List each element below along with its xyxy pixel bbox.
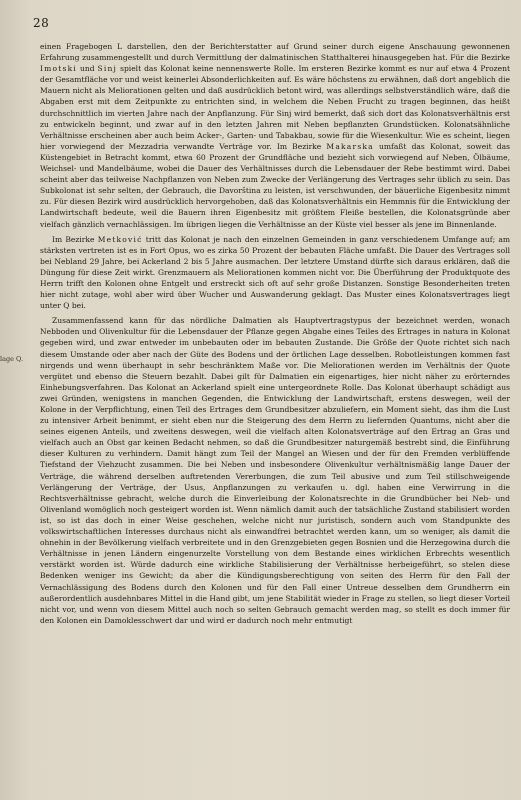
district-name-imotski: Imotski <box>40 64 77 74</box>
district-name-sinj: Sinj <box>97 64 118 74</box>
paragraph-1-text-tail: umfaßt das Kolonat, soweit das Küstengebiet in Betracht kommt, etwa 60 Prozent der Grundfläche und bezieht sich vorwiegend auf Neben, Ölbäume, Weichsel- und Mandelbäume, wobei die Dauer des Verhältnisses durch die Lebensdauer der Rebe bestimmt wird. Dabei scheint aber das teilweise Nachpflanzen von Neben zum Zwecke der Verlängerung des Vertrages sehr üblich zu sein. Das Subkolonat ist sehr selten, der Gebrauch, die Davorština zu leisten, ist verschwunden, der bäuerliche Eigenbesitz nimmt zu. Für diesen Bezirk wird ausdrücklich hervorgehoben, daß das Kolonatsverhältnis ein Hemmnis für die Entwicklung der Landwirtschaft bedeute, weil die Bauern ihren Eigenbesitz mit größtem Fleiße bestellen, die Kolonatsgründe aber vielfach gänzlich vernachlässigen. Im übrigen liegen die Verhältnisse an der Küste viel besser als jene im Binnenlande. <box>40 141 510 229</box>
paragraph-1-text: einen Fragebogen L darstellen, den der Berichterstatter auf Grund seiner durch eigene Anschauung gewonnenen Erfahrung zusammengestellt und durch Vermittlung der dalmatinischen Statthalterei hinausgegeben hat. Für die Bezirke <box>40 42 510 63</box>
page-number: 28 <box>33 16 50 30</box>
body-text <box>40 41 510 626</box>
paragraph-2 <box>40 234 510 312</box>
margin-note: lage Q. <box>0 355 24 363</box>
paragraph-1-conjunction: und <box>79 64 95 74</box>
paragraph-3: Zusammenfassend kann für das nördliche Dalmatien als Hauptvertragstypus der bezeichnet werden, wonach Nebboden und Olivenkultur für die Lebensdauer der Pflanze gegen Abgabe eines Teiles des Ertrages in natura in Kolonat gegeben wird, und zwar entweder im unbebauten oder im bebauten Zustande. Die Größe der Quote richtet sich nach diesem Umstande oder aber nach der Güte des Bodens und der örtlichen Lage desselben. Robotleistungen kommen fast nirgends und wenn überhaupt in sehr beschränktem Maße vor. Die Meliorationen werden im Verhältnis der Quote vergütet und ebenso die Steuern bezahlt. Dabei gilt für Dalmatien ein eigenartiges, hier nicht näher zu erörterndes Einhebungsverfahren. Das Kolonat an Ackerland spielt eine untergeordnete Rolle. Das Kolonat überhaupt schädigt aus zwei Gründen, wenigstens in manchen Gegenden, die Entwicklung der Landwirtschaft, erstens deswegen, weil der Kolone in der Verpflichtung, einen Teil des Ertrages dem Grundbesitzer abzuliefern, ein Moment sieht, das ihm die Lust zu intensiver Arbeit benimmt, er sieht eben nur die Steigerung des dem Herrn zu liefernden Quantums, nicht aber die seines eigenen Anteils, und zweitens deswegen, weil die vielfach alten Kolonatsverträge auf den Ertrag an Gras und vielfach auch an Obst gar keinen Bedacht nehmen, so daß die Grundbesitzer naturgemäß bestrebt sind, die Einführung dieser Kulturen zu verhindern. Damit hängt zum Teil der Mangel an Wiesen und der für den Fremden verblüffende Tiefstand der Viehzucht zusammen. Die bei Neben und insbesondere Olivenkultur verhältnismäßig lange Dauer der Verträge, die während derselben auftretenden Vererbungen, die zum Teil abusive und zum Teil stillschweigende Verlängerung der Verträge, der Usus, Anpflanzungen zu verkaufen u. dgl. haben eine Verwirrung in die Rechtsverhältnisse gebracht, welche durch die Einverleibung der Kolonatsrechte in die Grundbücher bei Neb- und Olivenland womöglich noch gesteigert worden ist. Wenn nämlich damit auch der tatsächliche Zustand stabilisiert worden ist, so ist das doch in einer Weise geschehen, welche nicht nur juristisch, sondern auch vom Standpunkte des volkswirtschaftlichen Interesses durchaus nicht als einwandfrei betrachtet werden kann, um so weniger, als damit die ohnehin in der Bevölkerung vielfach verbreitete und in den Grenzgebieten gegen Bosnien und die Herzegowina durch die Verhältnisse in jenen Ländern eingenurzelte Vorstellung von dem Bestande eines wirklichen Erbrechts wesentlich verstärkt worden ist. Würde dadurch eine wirkliche Stabilisierung der Verhältnisse herbeigeführt, so stelen diese Bedenken weniger ins Gewicht; da aber die Kündigungsberechtigung von seiten des Herrn für den Fall der Vernachlässigung des Bodens durch den Kolonen und für den Fall einer Untreue desselben dem Grundherrn ein außerordentlich ausdehnbares Mittel in die Hand gibt, um jene Stabilität wieder in Frage zu stellen, so liegt dieser Vorteil nicht vor, und wenn von diesem Mittel auch noch so selten Gebrauch gemacht werden mag, so stellt es doch immer für den Kolonen ein Damoklesschwert dar und wird er dadurch noch mehr entmutigt <box>40 316 510 625</box>
paragraph-2-text: tritt das Kolonat je nach den einzelnen Gemeinden in ganz verschiedenem Umfange auf; am stärksten vertreten ist es in Fort Opus, wo es zirka 50 Prozent der bebauten Fläche umfaßt. Die Dauer des Vertrages soll bei Nebland 29 Jahre, bei Ackerland 2 bis 5 Jahre ausmachen. Der letztere Umstand dürfte sich daraus erklären, daß die Düngung für diese Zeit wirkt. Grenzmauern als Meliorationen kommen nicht vor. Die Überführung der Produktquote des Herrn trifft den Kolonen ohne Entgelt und erstreckt sich oft auf sehr große Distanzen. Sonstige Besonderheiten treten hier nicht zutage, wohl aber wird über Wucher und Auswanderung geklagt. Das Muster eines Kolonatsvertrages liegt unter Q bei. <box>40 234 511 311</box>
paragraph-1 <box>40 41 510 230</box>
district-name-metkovic: Metković <box>97 234 143 244</box>
paragraph-1-text-cont: spielt das Kolonat keine nennenswerte Rolle. Im ersteren Bezirke kommt es nur auf etwa 4 Prozent der Gesamtfläche vor und weist keinerlei Absonderlichkeiten auf. Es wäre höchstens zu erwähnen, daß dort angeblich die Mauern nicht als Meliorationen gelten und daß ausdrücklich betont wird, was allerdings selbstverständlich wäre, daß die Abgaben erst mit dem Zeitpunkte zu entrichten sind, in welchem die Neben Frucht zu tragen beginnen, das heißt durchschnittlich im vierten Jahre nach der Anpflanzung. Für Sinj wird bemerkt, daß sich dort das Kolonatsverhältnis erst zu entwickeln beginnt, und zwar auf in den letzten Jahren mit Neben bepflanzten Grundstücken. Kolonatsähnliche Verhältnisse erscheinen aber auch beim Acker-, Garten- und Tabakbau, sowie für die Wiesenkultur. Wie es scheint, liegen hier vorwiegend der Mezzadria verwandte Verträge vor. Im Bezirke <box>40 64 510 151</box>
paragraph-2-lead: Im Bezirke <box>52 234 95 244</box>
district-name-makarska: Makarska <box>326 141 374 151</box>
